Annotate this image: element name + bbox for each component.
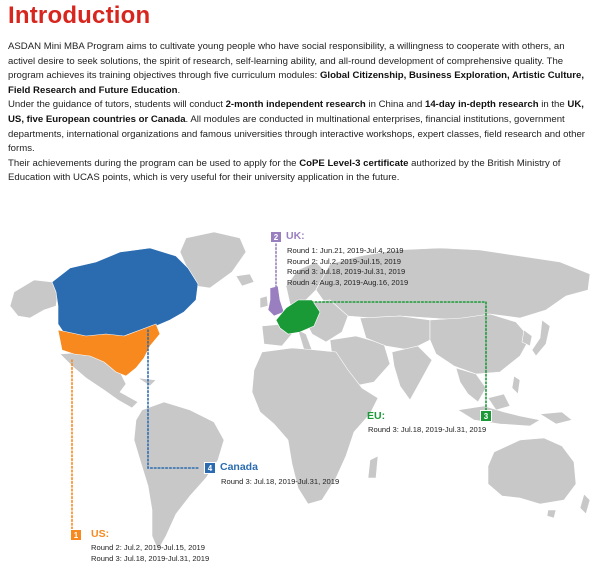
cuba-shape xyxy=(138,378,156,386)
us-round: Round 2: Jul.2, 2019-Jul.15, 2019 xyxy=(91,543,205,552)
uk-round: Roudn 4: Aug.3, 2019-Aug.16, 2019 xyxy=(287,277,409,287)
philippines-shape xyxy=(512,376,520,394)
intro-paragraph-3: Their achievements during the program can be used to apply for the CoPE Level-3 certificate authorized by the British Ministry of Education with UCAS points, which is very useful for their university application in the future. xyxy=(8,157,561,184)
us-rounds xyxy=(91,543,209,564)
new-guinea-shape xyxy=(540,412,572,424)
china-shape xyxy=(430,314,530,374)
uk-label: UK: xyxy=(286,230,305,242)
uk-round: Round 1: Jun.21, 2019-Jul.4, 2019 xyxy=(287,246,404,255)
canada-round: Round 3: Jul.18, 2019-Jul.31, 2019 xyxy=(221,477,340,486)
iceland-shape xyxy=(236,274,254,286)
tasmania-shape xyxy=(547,510,556,518)
intro-text xyxy=(8,40,593,186)
eu-badge: 3 xyxy=(480,410,492,422)
alaska-shape xyxy=(10,280,58,318)
canada-shape xyxy=(52,248,198,338)
us-label: US: xyxy=(91,528,110,540)
canada-rounds xyxy=(221,477,339,488)
eu-rounds xyxy=(368,425,486,436)
japan-shape xyxy=(532,320,550,356)
intro-paragraph-2: Under the guidance of tutors, students will conduct 2-month independent research in China and 14-day in-depth research in the UK, US, five European countries or Canada. All modules are conducted in multinational enterprises, financial institutions, government departments, international organizations and famous universities through interactive workshops, expert classes, field research and other forms. xyxy=(8,99,586,155)
madagascar-shape xyxy=(368,456,378,478)
intro-paragraph-1: ASDAN Mini MBA Program aims to cultivate young people who have social responsibility, a willingness to cooperate with others, an activel desire to seek solutions, the spirit of research, self-learning ability, and all-round development of comprehensive quality. The program achieves its training objectives through five curriculum modules: Global Citizenship, Business Exploration, Artistic Culture, Field Research and Future Education. xyxy=(8,41,584,96)
south-america-shape xyxy=(134,402,224,550)
uk-round: Round 3: Jul.18, 2019-Jul.31, 2019 xyxy=(287,267,406,276)
borneo-shape xyxy=(488,394,510,410)
eu-label: EU: xyxy=(367,410,386,422)
italy-shape xyxy=(298,330,312,350)
uk-round: Round 2: Jul.2, 2019-Jul.15, 2019 xyxy=(287,256,401,266)
us-round: Round 3: Jul.18, 2019-Jul.31, 2019 xyxy=(91,553,210,563)
canada-badge: 4 xyxy=(204,462,216,474)
page-title: Introduction xyxy=(8,2,151,29)
australia-shape xyxy=(488,438,576,504)
india-shape xyxy=(392,346,432,400)
ireland-shape xyxy=(260,296,268,308)
eu-round: Round 3: Jul.18, 2019-Jul.31, 2019 xyxy=(368,425,487,434)
us-badge: 1 xyxy=(70,529,82,541)
uk-rounds xyxy=(287,246,408,288)
uk-badge: 2 xyxy=(270,231,282,243)
canada-label: Canada xyxy=(220,461,258,473)
new-zealand-shape xyxy=(580,494,590,514)
